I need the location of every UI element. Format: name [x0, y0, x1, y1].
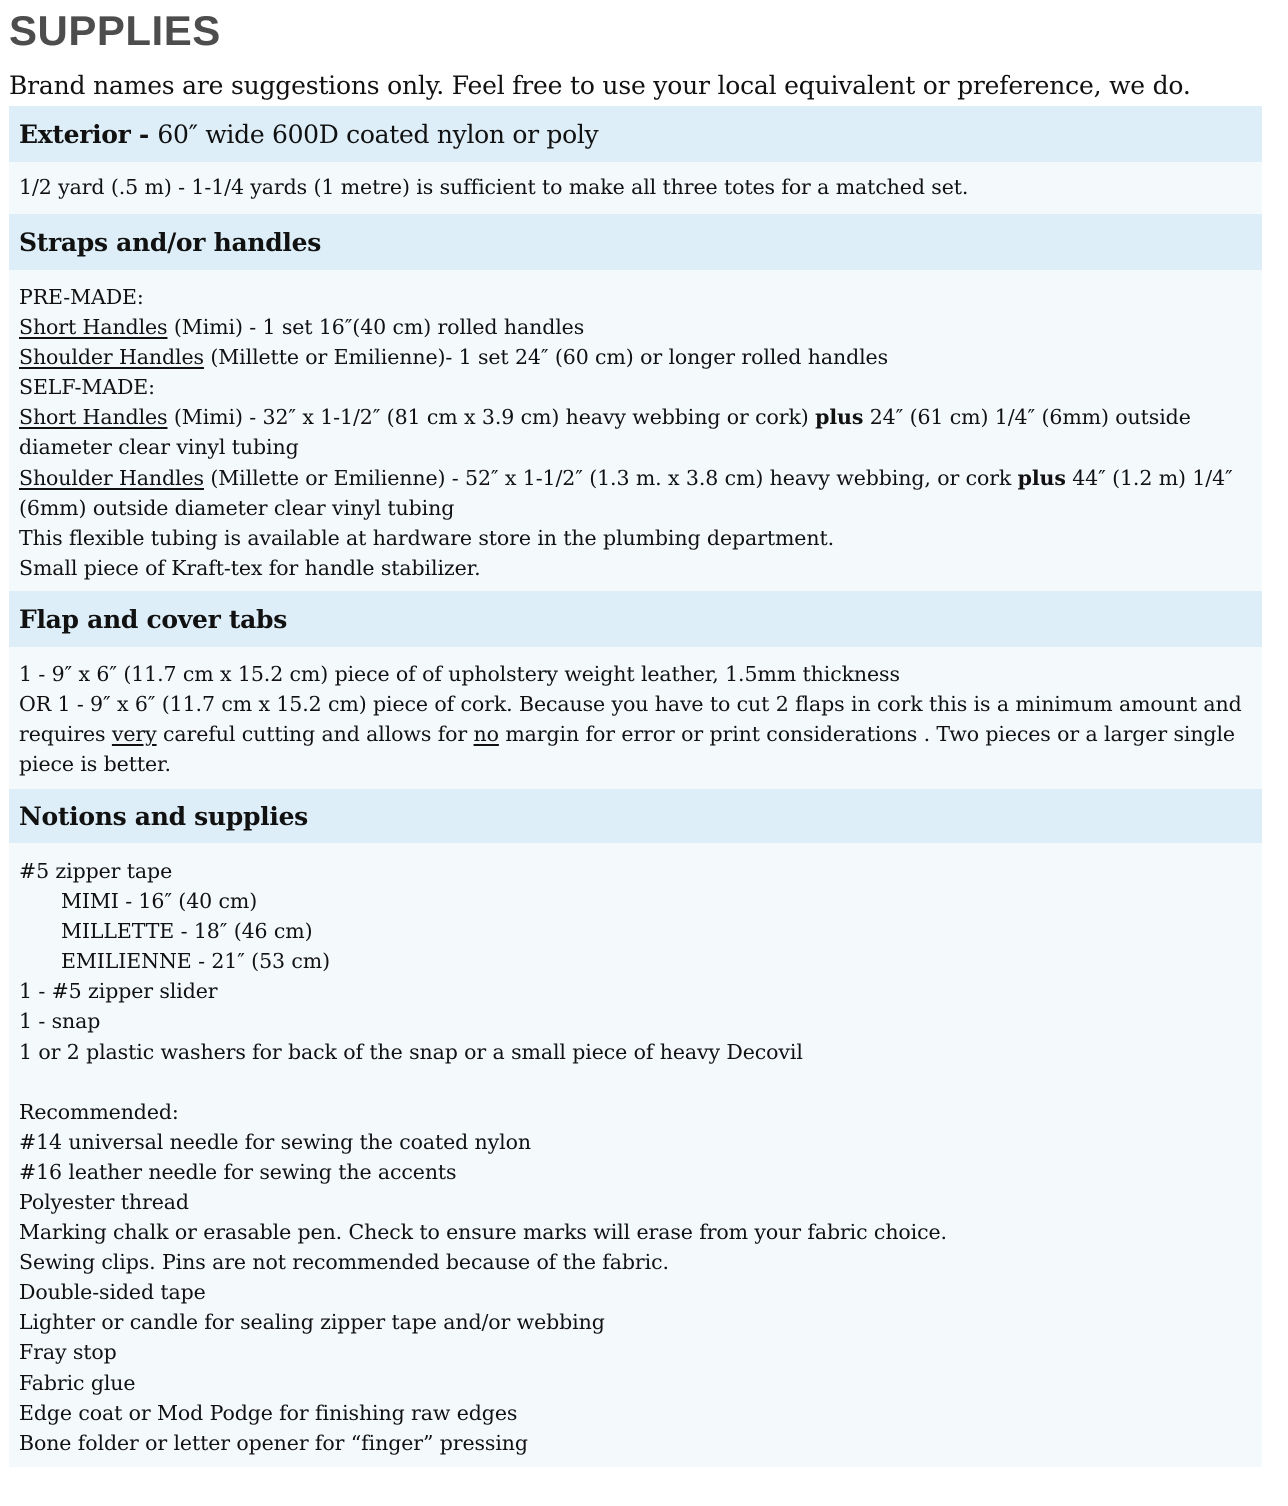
notions-heading-label: Notions and supplies — [19, 801, 308, 831]
premade-shoulder-item — [19, 342, 1252, 372]
flap-cork-very: very — [111, 722, 157, 747]
premade-short-item — [19, 312, 1252, 342]
recommended-label: Recommended: — [19, 1099, 179, 1124]
flap-heading-label: Flap and cover tabs — [19, 604, 287, 634]
flap-cork-text-a: OR 1 - 9″ x 6″ (11.7 cm x 15.2 cm) piece of cork. Because you have to cut 2 flaps in cork this is a minimum amount and requires — [19, 692, 1242, 747]
flap-cork-text-b: careful cutting and allows for — [156, 722, 474, 747]
recommended-item: Fabric glue — [19, 1370, 136, 1395]
supplies-table — [9, 106, 1262, 1467]
selfmade-shoulder-plus: plus — [1017, 465, 1066, 490]
zipper-size-mimi: MIMI - 16″ (40 cm) — [61, 889, 258, 914]
recommended-item: Fray stop — [19, 1340, 117, 1365]
intro-text: Brand names are suggestions only. Feel free to use your local equivalent or preference, we do. — [9, 71, 1191, 100]
flap-cork-no: no — [473, 722, 499, 747]
selfmade-short-text: (Mimi) - 32″ x 1-1/2″ (81 cm x 3.9 cm) heavy webbing or cork) — [167, 405, 816, 430]
flap-cork-option — [19, 689, 1252, 779]
exterior-yardage: 1/2 yard (.5 m) - 1-1/4 yards (1 metre) is sufficient to make all three totes for a matched set. — [19, 175, 969, 199]
recommended-item: Edge coat or Mod Podge for finishing raw edges — [19, 1400, 518, 1425]
straps-body — [9, 270, 1262, 591]
flap-body — [9, 647, 1262, 789]
selfmade-shoulder-item — [19, 463, 1252, 523]
recommended-item: Polyester thread — [19, 1189, 189, 1214]
selfmade-short-handles-link[interactable]: Short Handles — [19, 405, 168, 430]
selfmade-short-item — [19, 402, 1252, 462]
notions-body — [9, 843, 1262, 1467]
exterior-heading-label: Exterior - — [19, 119, 158, 149]
premade-label: PRE-MADE: — [19, 285, 144, 309]
selfmade-short-plus: plus — [815, 405, 864, 430]
flap-leather-option: 1 - 9″ x 6″ (11.7 cm x 15.2 cm) piece of of upholstery weight leather, 1.5mm thickness — [19, 662, 900, 686]
list-item: 1 or 2 plastic washers for back of the snap or a small piece of heavy Decovil — [19, 1039, 803, 1064]
selfmade-shoulder-handles-link[interactable]: Shoulder Handles — [19, 465, 204, 490]
blank-line — [19, 1067, 1252, 1097]
selfmade-shoulder-tubing: 44″ (1.2 m) 1/4″ (6mm) outside diameter clear vinyl tubing — [19, 465, 1233, 520]
exterior-heading — [9, 106, 1262, 162]
recommended-item: Lighter or candle for sealing zipper tape and/or webbing — [19, 1310, 605, 1335]
exterior-heading-spec: 60″ wide 600D coated nylon or poly — [157, 119, 599, 149]
premade-short-text: (Mimi) - 1 set 16″(40 cm) rolled handles — [167, 315, 585, 340]
recommended-item: #16 leather needle for sewing the accents — [19, 1159, 457, 1184]
flap-cork-text-c: margin for error or print considerations . Two pieces or a larger single piece is better. — [19, 722, 1235, 777]
selfmade-short-tubing: 24″ (61 cm) 1/4″ (6mm) outside diameter clear vinyl tubing — [19, 405, 1191, 460]
zipper-size-millette: MILLETTE - 18″ (46 cm) — [61, 919, 313, 944]
zipper-size-emilienne: EMILIENNE - 21″ (53 cm) — [61, 949, 331, 974]
premade-short-handles-link[interactable]: Short Handles — [19, 315, 168, 340]
list-item: 1 - snap — [19, 1009, 101, 1034]
exterior-body — [9, 162, 1262, 214]
tubing-note: This flexible tubing is available at hardware store in the plumbing department. — [19, 525, 834, 550]
premade-shoulder-text: (Millette or Emilienne)- 1 set 24″ (60 cm) or longer rolled handles — [203, 345, 888, 370]
selfmade-label: SELF-MADE: — [19, 375, 155, 400]
recommended-item: #14 universal needle for sewing the coated nylon — [19, 1129, 531, 1154]
list-item: 1 - #5 zipper slider — [19, 979, 218, 1004]
straps-heading — [9, 214, 1262, 270]
premade-shoulder-handles-link[interactable]: Shoulder Handles — [19, 345, 204, 370]
recommended-item: Marking chalk or erasable pen. Check to ensure marks will erase from your fabric choice. — [19, 1220, 947, 1245]
kraft-note: Small piece of Kraft-tex for handle stabilizer. — [19, 555, 481, 580]
zipper-tape-item: #5 zipper tape — [19, 859, 173, 883]
notions-heading — [9, 789, 1262, 843]
flap-heading — [9, 591, 1262, 647]
straps-heading-label: Straps and/or handles — [19, 227, 321, 257]
selfmade-shoulder-text: (Millette or Emilienne) - 52″ x 1-1/2″ (1.3 m. x 3.8 cm) heavy webbing, or cork — [203, 465, 1018, 490]
recommended-item: Double-sided tape — [19, 1280, 206, 1305]
page-title: SUPPLIES — [9, 7, 221, 54]
recommended-item: Bone folder or letter opener for “finger” pressing — [19, 1430, 528, 1455]
recommended-item: Sewing clips. Pins are not recommended because of the fabric. — [19, 1250, 669, 1275]
